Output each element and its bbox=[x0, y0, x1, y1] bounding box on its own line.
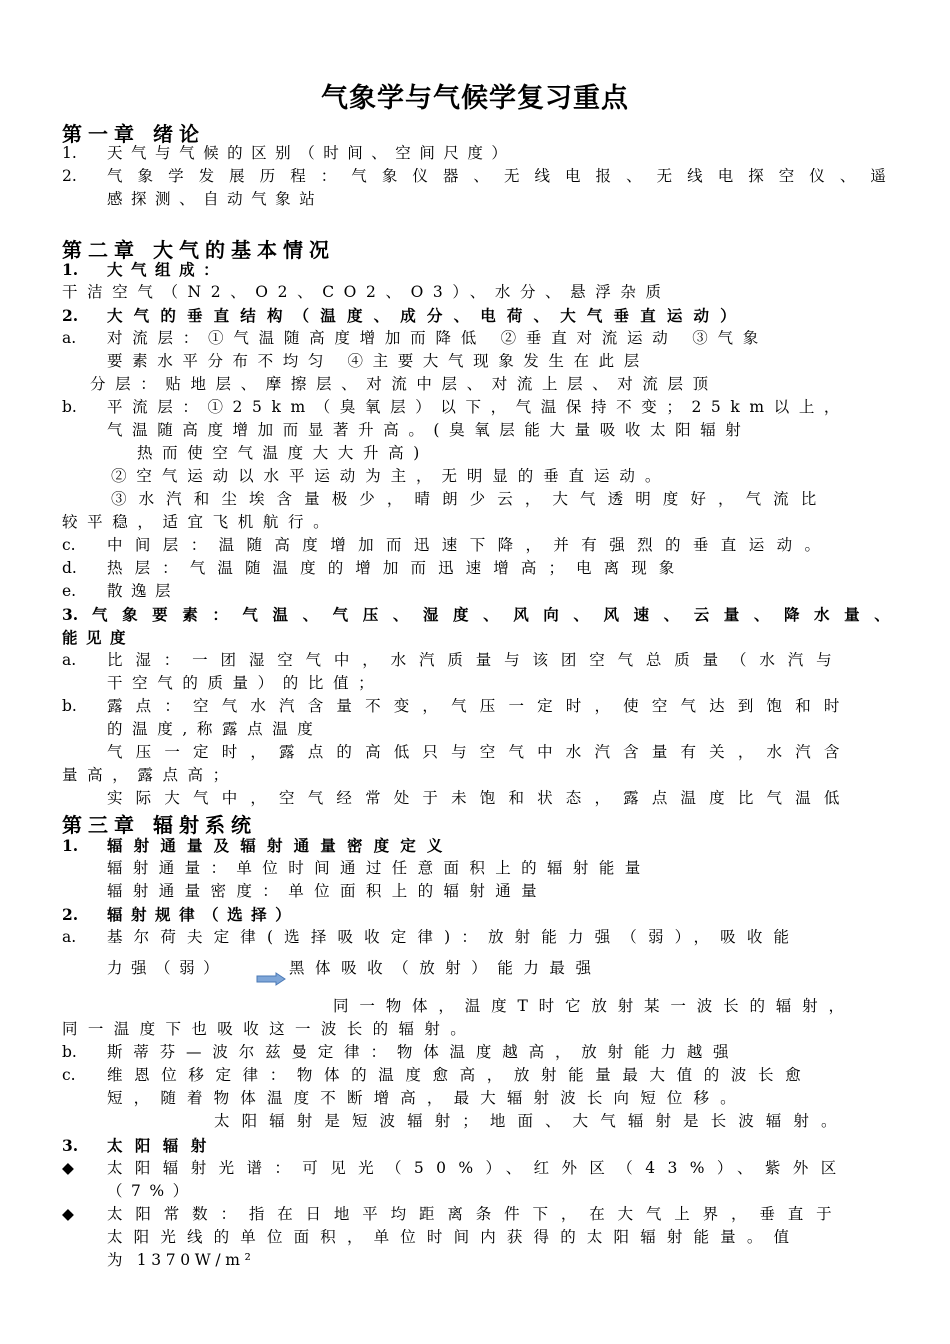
text-line: 同一温度下也吸收这一波长的辐射。 bbox=[62, 1020, 477, 1038]
list-letter: d. bbox=[62, 559, 77, 577]
text-line: 太阳辐射光谱：可见光（50%）、红外区（43%）、紫外区 bbox=[107, 1159, 849, 1177]
section-number: 1. bbox=[62, 836, 79, 855]
section-number: 2. bbox=[62, 306, 79, 325]
text-line: 基尔荷夫定律(选择吸收定律)：放射能力强（弱），吸收能 bbox=[107, 928, 801, 946]
list-letter: a. bbox=[62, 329, 77, 347]
list-letter: b. bbox=[62, 1043, 77, 1061]
text-line: 平流层：①25km（臭氧层）以下，气温保持不变；25km以上， bbox=[107, 398, 850, 416]
text-line: ③水汽和尘埃含量极少，晴朗少云，大气透明度好，气流比 bbox=[111, 490, 829, 508]
text-line: 太阳常数：指在日地平均距离条件下，在大气上界，垂直于 bbox=[107, 1205, 845, 1223]
text-line: 短，随着物体温度不断增高，最大辐射波长向短位移。 bbox=[107, 1089, 747, 1107]
text-line: 量高，露点高； bbox=[62, 766, 238, 784]
text-line: 较平稳，适宜飞机航行。 bbox=[62, 513, 339, 531]
text-line: 黑体吸收（放射）能力最强 bbox=[289, 959, 602, 977]
text-line: 为 1370W/m² bbox=[107, 1251, 256, 1269]
section-number: 2. bbox=[62, 905, 79, 924]
section-number: 1. bbox=[62, 260, 79, 279]
chapter-2-heading: 第二章 大气的基本情况 bbox=[62, 238, 335, 262]
text-line: 分层：贴地层、摩擦层、对流中层、对流上层、对流层顶 bbox=[90, 375, 718, 393]
section-heading: 太阳辐射 bbox=[107, 1136, 219, 1155]
text-line: 实际大气中，空气经常处于未饱和状态，露点温度比气温低 bbox=[107, 789, 853, 807]
text-line: 的温度,称露点温度 bbox=[107, 720, 323, 738]
list-number: 1. bbox=[62, 144, 77, 162]
text-line: 热层：气温随温度的增加而迅速增高；电离现象 bbox=[107, 559, 687, 577]
text-line: 对流层：①气温随高度增加而降低 ②垂直对流运动 ③气象 bbox=[107, 329, 769, 347]
text-line: ②空气运动以水平运动为主，无明显的垂直运动。 bbox=[111, 467, 671, 485]
section-heading: 气象要素：气温、气压、湿度、风向、风速、云量、降水量、 bbox=[92, 605, 905, 624]
text-line: 辐射通量密度：单位面积上的辐射通量 bbox=[107, 882, 548, 900]
section-heading: 大气的垂直结构（温度、成分、电荷、大气垂直运动） bbox=[107, 306, 747, 325]
list-letter: c. bbox=[62, 1066, 76, 1084]
text-line: 干空气的质量）的比值； bbox=[107, 674, 384, 692]
text-line: 气温随高度增加而显著升高。(臭氧层能大量吸收太阳辐射 bbox=[107, 421, 751, 439]
text-line: 比湿：一团湿空气中，水汽质量与该团空气总质量（水汽与 bbox=[107, 651, 845, 669]
text-line: 气压一定时，露点的高低只与空气中水汽含量有关，水汽含 bbox=[107, 743, 853, 761]
list-letter: c. bbox=[62, 536, 76, 554]
chapter-3-heading: 第三章 辐射系统 bbox=[62, 813, 257, 837]
bullet-icon: ◆ bbox=[62, 1205, 74, 1223]
text-line: 中间层：温随高度增加而迅速下降，并有强烈的垂直运动。 bbox=[107, 536, 833, 554]
text-line: 要素水平分布不均匀 ④主要大气现象发生在此层 bbox=[107, 352, 649, 370]
section-heading: 辐射通量及辐射通量密度定义 bbox=[107, 836, 454, 855]
section-heading: 大气组成： bbox=[107, 260, 228, 279]
text-line: 干洁空气（N2、O2、CO2、O3）、水分、悬浮杂质 bbox=[62, 283, 671, 301]
text-line: 同一物体，温度T时它放射某一波长的辐射， bbox=[333, 997, 855, 1015]
list-letter: a. bbox=[62, 928, 77, 946]
chapter-1-heading: 第一章 绪论 bbox=[62, 122, 205, 146]
list-letter: b. bbox=[62, 398, 77, 416]
section-number: 3. bbox=[62, 1136, 79, 1155]
text-line: 维恩位移定律：物体的温度愈高，放射能量最大值的波长愈 bbox=[107, 1066, 813, 1084]
text-line: 热而使空气温度大大升高) bbox=[137, 444, 429, 462]
list-letter: a. bbox=[62, 651, 77, 669]
text-line: 力强（弱） bbox=[107, 959, 228, 977]
bullet-icon: ◆ bbox=[62, 1159, 74, 1177]
text-line: 辐射通量：单位时间通过任意面积上的辐射能量 bbox=[107, 859, 651, 877]
document-title: 气象学与气候学复习重点 bbox=[321, 83, 629, 114]
text-line: 气象学发展历程：气象仪器、无线电报、无线电探空仪、遥 bbox=[107, 167, 901, 185]
text-line: 露点：空气水汽含量不变，气压一定时，使空气达到饱和时 bbox=[107, 697, 853, 715]
text-line: 太阳辐射是短波辐射；地面、大气辐射是长波辐射。 bbox=[214, 1112, 849, 1130]
list-letter: e. bbox=[62, 582, 77, 600]
section-heading: 能见度 bbox=[62, 628, 135, 647]
list-number: 2. bbox=[62, 167, 77, 185]
section-number: 3. bbox=[62, 605, 79, 624]
text-line: 天气与气候的区别（时间、空间尺度） bbox=[107, 144, 516, 162]
text-line: 太阳光线的单位面积，单位时间内获得的太阳辐射能量。值 bbox=[107, 1228, 801, 1246]
text-line: 散逸层 bbox=[107, 582, 180, 600]
arrow-right-icon bbox=[256, 972, 286, 986]
text-line: 斯蒂芬—波尔兹曼定律：物体温度越高，放射能力越强 bbox=[107, 1043, 740, 1061]
section-heading: 辐射规律（选择） bbox=[107, 905, 300, 924]
list-letter: b. bbox=[62, 697, 77, 715]
text-line: （7%） bbox=[107, 1182, 197, 1200]
text-line: 感探测、自动气象站 bbox=[107, 190, 324, 208]
arrow-shape bbox=[257, 973, 285, 985]
